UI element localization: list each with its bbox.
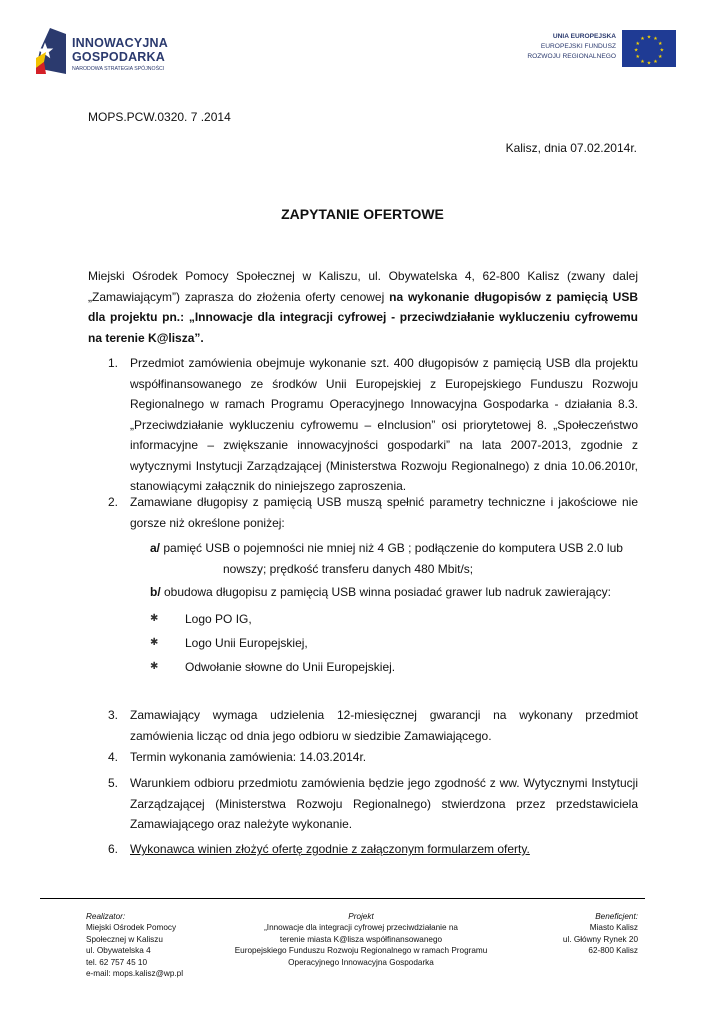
- svg-text:★: ★: [640, 36, 645, 43]
- footer-right-line: ul. Główny Rynek 20: [562, 934, 638, 944]
- logo-right-line2: EUROPEJSKI FUNDUSZ: [540, 43, 616, 50]
- footer-mid-line: „Innowacje dla integracji cyfrowej przeciwdziałanie na: [264, 923, 458, 933]
- svg-text:★: ★: [657, 54, 663, 60]
- footer-left-line: e-mail: mops.kalisz@wp.pl: [86, 969, 184, 979]
- intro-bold-text: na wykonanie długopisów z pamięcią USB dla projektu pn.: „Innowacje dla integracji cyfrowej - przeciwdziałanie wykluczeniu cyfrowemu na terenie K@lisza”.: [88, 289, 638, 345]
- requirement-a: [150, 538, 638, 579]
- list-item: [88, 747, 638, 768]
- requirement-a-line1: pamięć USB o pojemności nie mniej niż 4 GB ; podłączenie do komputera USB 2.0 lub: [160, 541, 623, 555]
- asterisk-bullet-icon: ✱: [150, 661, 159, 672]
- poig-star-icon: [36, 28, 66, 74]
- requirement-a-label: a/: [150, 541, 161, 555]
- logo-right-line1: UNIA EUROPEJSKA: [552, 33, 616, 40]
- bullet-text: Logo Unii Europejskiej,: [185, 636, 308, 650]
- list-item: [88, 839, 638, 860]
- list-item: [88, 353, 638, 497]
- requirement-b-text: obudowa długopisu z pamięcią USB winna posiadać grawer lub nadruk zawierający:: [160, 585, 611, 599]
- logo-left-line1: INNOWACYJNA: [72, 36, 168, 50]
- list-item: [88, 492, 638, 533]
- list-item: [88, 705, 638, 746]
- footer-mid-head: Projekt: [348, 912, 374, 921]
- requirement-a-line2: nowszy; prędkość transferu danych 480 Mbit/s;: [223, 561, 474, 576]
- list-item-text: Zamawiający wymaga udzielenia 12-miesięcznej gwarancji na wykonany przedmiot zamówienia licząc od dnia jego odbioru w siedzibie Zamawiającego.: [130, 708, 638, 743]
- svg-text:★: ★: [635, 54, 641, 60]
- eu-flag-icon: [622, 30, 676, 67]
- requirement-b-label: b/: [150, 585, 161, 599]
- list-item-number: 4.: [108, 750, 119, 764]
- footer-projekt: [226, 911, 496, 968]
- list-item-number: 2.: [108, 495, 119, 509]
- svg-text:★: ★: [653, 58, 658, 65]
- footer-right-head: Beneficjent:: [595, 912, 638, 921]
- footer-realizator: [86, 911, 236, 979]
- svg-text:★: ★: [640, 58, 645, 65]
- bullet-text: Odwołanie słowne do Unii Europejskiej.: [185, 660, 396, 674]
- list-item-number: 1.: [108, 356, 119, 370]
- svg-text:★: ★: [657, 41, 663, 47]
- logo-right-line3: ROZWOJU REGIONALNEGO: [527, 53, 616, 60]
- list-item: [88, 773, 638, 835]
- bullet-text: Logo PO IG,: [185, 612, 252, 626]
- asterisk-bullet-icon: ✱: [150, 637, 159, 648]
- footer-left-line: ul. Obywatelska 4: [86, 946, 151, 956]
- footer-left-head: Realizator:: [86, 912, 126, 921]
- list-item-text: Zamawiane długopisy z pamięcią USB muszą spełnić parametry techniczne i jakościowe nie gorsze niż określone poniżej:: [130, 495, 638, 530]
- footer-right-line: 62-800 Kalisz: [588, 946, 638, 956]
- footer-mid-line: Operacyjnego Innowacyjna Gospodarka: [288, 957, 434, 967]
- svg-text:★: ★: [653, 36, 658, 43]
- list-item-number: 5.: [108, 776, 119, 790]
- document-date: Kalisz, dnia 07.02.2014r.: [505, 141, 637, 155]
- footer-divider: [40, 898, 645, 899]
- footer-right-line: Miasto Kalisz: [589, 923, 638, 933]
- svg-text:★: ★: [635, 41, 641, 47]
- list-item-text: Warunkiem odbioru przedmiotu zamówienia będzie jego zgodność z ww. Wytycznymi Instytucji Zarządzającej (Ministerstwa Rozwoju Regionalnego) stwierdzona przez przedstawiciela Zamawiającego oraz należyte wykonanie.: [130, 776, 638, 831]
- footer-mid-line: terenie miasta K@lisza współfinansowanego: [279, 934, 443, 944]
- list-item-text: Przedmiot zamówienia obejmuje wykonanie szt. 400 długopisów z pamięcią USB dla projektu współfinansowanego ze środków Unii Europejskiej z Europejskiego Funduszu Rozwoju Regionalnego w ramach Programu Operacyjnego Innowacyjna Gospodarka - działania 8.3. „Przeciwdziałanie wykluczeniu cyfrowemu – eInclusion” osi priorytetowej 8. „Społeczeństwo informacyjne – zwiększanie innowacyjności gospodarki” na lata 2007-2013, zgodnie z wytycznymi Instytucji Zarządzającej (Ministerstwa Rozwoju Regionalnego) z dnia 10.06.2010r, stanowiącymi załącznik do niniejszego zaproszenia.: [130, 356, 638, 493]
- document-reference: MOPS.PCW.0320. 7 .2014: [88, 110, 231, 124]
- innowacyjna-gospodarka-logo: [36, 26, 186, 76]
- footer-beneficjent: [520, 911, 638, 957]
- svg-text:★: ★: [659, 47, 665, 54]
- page-title: ZAPYTANIE OFERTOWE: [281, 206, 444, 222]
- list-item-number: 3.: [108, 708, 119, 722]
- svg-text:★: ★: [646, 34, 652, 41]
- intro-plain-text: Miejski Ośrodek Pomocy Społecznej w Kaliszu, ul. Obywatelska 4, 62-800 Kalisz (zwany dalej „Zamawiającym”) zaprasza do złożenia oferty cenowej: [88, 269, 638, 304]
- footer-left-line: Miejski Ośrodek Pomocy: [86, 923, 177, 933]
- intro-paragraph: [88, 266, 638, 348]
- requirement-b: [150, 582, 638, 603]
- asterisk-bullet-icon: ✱: [150, 613, 159, 624]
- svg-text:★: ★: [646, 60, 652, 67]
- list-item-number: 6.: [108, 842, 119, 856]
- footer-left-line: tel. 62 757 45 10: [86, 957, 148, 967]
- footer-mid-line: Europejskiego Funduszu Rozwoju Regionalnego w ramach Programu: [234, 946, 488, 956]
- svg-text:★: ★: [633, 47, 639, 54]
- logo-left-line3: NARODOWA STRATEGIA SPÓJNOŚCI: [72, 66, 165, 72]
- list-item-text: Termin wykonania zamówienia: 14.03.2014r.: [130, 750, 367, 764]
- eu-logo: [520, 30, 678, 70]
- footer-left-line: Społecznej w Kaliszu: [86, 934, 163, 944]
- list-item-text: Wykonawca winien złożyć ofertę zgodnie z załączonym formularzem oferty.: [130, 842, 530, 856]
- logo-left-line2: GOSPODARKA: [72, 50, 165, 64]
